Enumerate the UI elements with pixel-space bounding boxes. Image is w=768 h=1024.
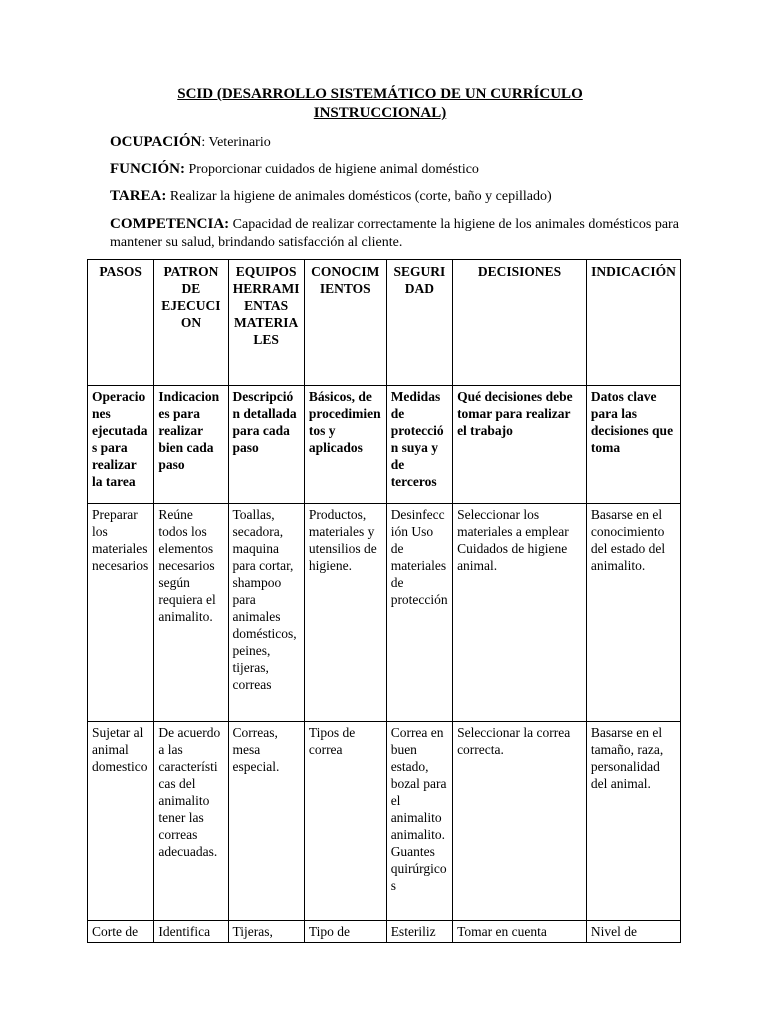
table-row (88, 504, 681, 722)
header-seguridad: SEGURIDAD (386, 260, 452, 386)
title-line-2: INSTRUCCIONAL) (313, 105, 447, 121)
table-cell: Nivel de (586, 921, 680, 943)
header-row (88, 260, 681, 386)
scid-table (87, 259, 681, 943)
competencia-label: COMPETENCIA: (110, 216, 230, 232)
subheader-cell: Operaciones ejecutadas para realizar la tarea (88, 386, 154, 504)
table-cell: Correa en buen estado, bozal para el animalito animalito. Guantes quirúrgicos (386, 722, 452, 921)
table-cell: Desinfección Uso de materiales de protección (386, 504, 452, 722)
header-pasos: PASOS (88, 260, 154, 386)
table-cell: Corte de (88, 921, 154, 943)
field-ocupacion (110, 133, 680, 152)
ocupacion-label: OCUPACIÓN (110, 134, 202, 150)
table-cell: Sujetar al animal domestico (88, 722, 154, 921)
document-title (150, 85, 610, 123)
subheader-cell: Datos clave para las decisiones que toma (586, 386, 680, 504)
tarea-label: TAREA: (110, 188, 167, 204)
subheader-cell: Básicos, de procedimientos y aplicados (304, 386, 386, 504)
table-cell: Basarse en el conocimiento del estado del animalito. (586, 504, 680, 722)
field-competencia (110, 215, 680, 252)
table-cell: Toallas, secadora, maquina para cortar, shampoo para animales domésticos, peines, tijeras, correas (228, 504, 304, 722)
table-cell: Tipos de correa (304, 722, 386, 921)
table-cell: Reúne todos los elementos necesarios según requiera el animalito. (154, 504, 228, 722)
funcion-label: FUNCIÓN: (110, 161, 185, 177)
table-cell: Seleccionar la correa correcta. (453, 722, 587, 921)
header-patron: PATRON DE EJECUCION (154, 260, 228, 386)
table-cell: Esteriliz (386, 921, 452, 943)
table-cell: Basarse en el tamaño, raza, personalidad del animal. (586, 722, 680, 921)
competencia-value: Capacidad de realizar correctamente la higiene de los animales domésticos para mantener su salud, brindando satisfacción al cliente. (110, 217, 679, 250)
table-cell: Tomar en cuenta (453, 921, 587, 943)
header-decisiones: DECISIONES (453, 260, 587, 386)
tarea-value: Realizar la higiene de animales domésticos (corte, baño y cepillado) (166, 189, 552, 204)
table-cell: Correas, mesa especial. (228, 722, 304, 921)
table-row (88, 722, 681, 921)
table-row (88, 921, 681, 943)
table-cell: Tipo de (304, 921, 386, 943)
table-cell: Tijeras, (228, 921, 304, 943)
subheader-cell: Medidas de protección suya y de terceros (386, 386, 452, 504)
subheader-cell: Indicaciones para realizar bien cada paso (154, 386, 228, 504)
header-indicacion: INDICACIÓN (586, 260, 680, 386)
funcion-value: Proporcionar cuidados de higiene animal doméstico (185, 162, 479, 177)
subheader-cell: Qué decisiones debe tomar para realizar el trabajo (453, 386, 587, 504)
table-cell: Productos, materiales y utensilios de higiene. (304, 504, 386, 722)
header-conocimientos: CONOCIMIENTOS (304, 260, 386, 386)
table-cell: Identifica (154, 921, 228, 943)
field-tarea (110, 187, 680, 206)
subheader-row (88, 386, 681, 504)
table-cell: De acuerdo a las características del animalito tener las correas adecuadas. (154, 722, 228, 921)
header-equipos: EQUIPOS HERRAMIENTAS MATERIALES (228, 260, 304, 386)
ocupacion-value: : Veterinario (201, 135, 271, 150)
table-cell: Preparar los materiales necesarios (88, 504, 154, 722)
subheader-cell: Descripción detallada para cada paso (228, 386, 304, 504)
field-funcion (110, 160, 680, 179)
table-cell: Seleccionar los materiales a emplear Cuidados de higiene animal. (453, 504, 587, 722)
title-line-1: SCID (DESARROLLO SISTEMÁTICO DE UN CURRÍCULO (177, 86, 583, 102)
